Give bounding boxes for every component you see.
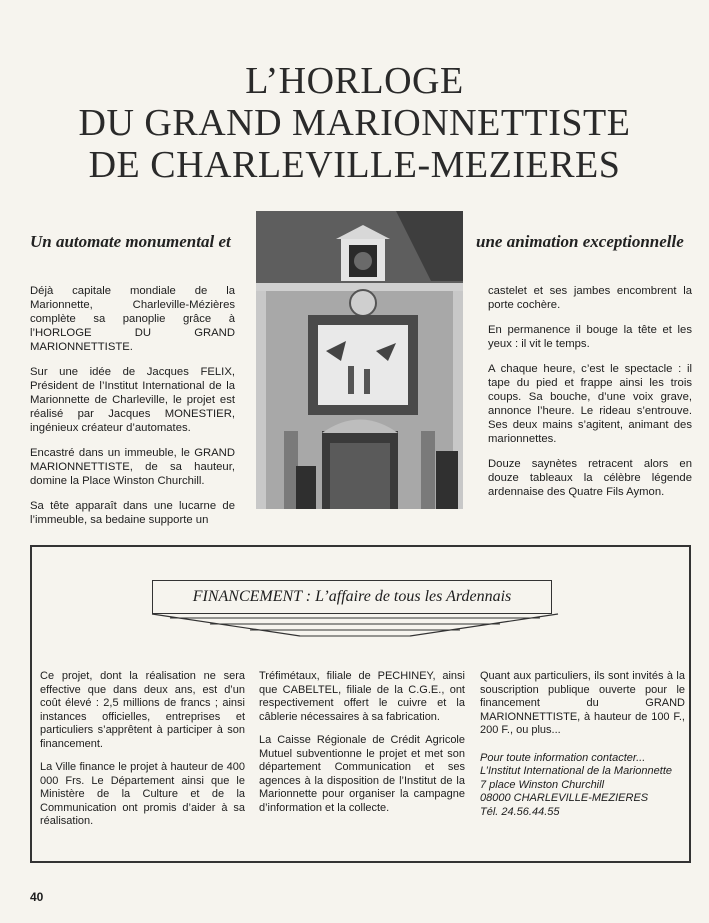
title-line-1: L’HORLOGE — [245, 60, 464, 102]
paragraph: Encastré dans un immeuble, le GRAND MARIONNETTISTE, de sa hauteur, domine la Place Winston Churchill. — [30, 447, 235, 487]
paragraph: Douze saynètes retracent alors en douze tableaux la célèbre légende ardennaise des Quatre Fils Aymon. — [488, 458, 692, 498]
subhead-left: Un automate monumental et — [30, 232, 231, 251]
paragraph: Ce projet, dont la réalisation ne sera effective que dans deux ans, est d’un coût élevé : 2,5 millions de francs ; ainsi instances officielles, entreprises et particuliers s’apprêtent à participer à son financement. — [40, 670, 245, 750]
contact-line: 08000 CHARLEVILLE-MEZIERES — [480, 792, 649, 804]
page-title — [0, 60, 709, 186]
paragraph: A chaque heure, c’est le spectacle : il tape du pied et frappe ainsi les trois coups. Sa bouche, d’une voix grave, annonce l’heure. Le rideau s’entrouve. Ses deux mains s’agitent, animant des marionnettes. — [488, 363, 692, 445]
clock-facade-image — [256, 211, 463, 509]
financement-column-3 — [480, 670, 685, 819]
contact-line: Pour toute information contacter... — [480, 751, 646, 764]
contact-line: L’Institut International de la Marionnette — [480, 765, 673, 777]
right-column — [488, 284, 692, 510]
paragraph: En permanence il bouge la tête et les yeux : il vit le temps. — [488, 324, 692, 350]
title-line-3: DE CHARLEVILLE-MEZIERES — [88, 144, 621, 186]
paragraph: Sur une idée de Jacques FELIX, Président de l’Institut International de la Marionnette de Charleville, le projet est réalisé par Jacques MONESTIER, ingénieux créateur d’automates. — [30, 366, 235, 434]
financement-column-2 — [259, 670, 465, 825]
subhead-right: une animation exceptionnelle — [476, 232, 684, 251]
contact-block — [480, 752, 685, 820]
paragraph: Sa tête apparaît dans une lucarne de l’immeuble, sa bedaine supporte un — [30, 500, 235, 526]
financement-column-1 — [40, 670, 245, 839]
left-column — [30, 284, 235, 538]
paragraph: Déjà capitale mondiale de la Marionnette, Charleville-Mézières complète sa panoplie grâce à l’HORLOGE DU GRAND MARIONNETTISTE. — [30, 285, 235, 353]
paragraph: Tréfimétaux, filiale de PECHINEY, ainsi que CABELTEL, filiale de la C.G.E., ont respectivement offert le cuivre et la câblerie nécessaires à sa fabrication. — [259, 670, 465, 723]
paragraph: La Ville finance le projet à hauteur de 400 000 Frs. Le Département ainsi que le Ministère de la Culture et de la Communication ont promis d’aider à sa réalisation. — [40, 761, 245, 827]
contact-line: 7 place Winston Churchill — [480, 778, 605, 791]
financement-title: FINANCEMENT : L’affaire de tous les Ardennais — [152, 580, 552, 614]
clock-photo — [256, 211, 463, 509]
title-line-2: DU GRAND MARIONNETTISTE — [78, 102, 631, 144]
page-number: 40 — [30, 890, 44, 904]
title-underline-decoration — [150, 612, 560, 640]
paragraph: La Caisse Régionale de Crédit Agricole Mutuel subventionne le projet et met son département Communication et ses agences à la disposition de l’Institut de la Marionnette pour organiser la campagne d’information et la collecte. — [259, 734, 465, 814]
paragraph: Quant aux particuliers, ils sont invités à la souscription publique ouverte pour le financement du GRAND MARIONNETTISTE, à hauteur de 100 F., 200 F., ou plus... — [480, 670, 685, 736]
contact-line: Tél. 24.56.44.55 — [480, 805, 560, 818]
paragraph: castelet et ses jambes encombrent la porte cochère. — [488, 285, 692, 311]
